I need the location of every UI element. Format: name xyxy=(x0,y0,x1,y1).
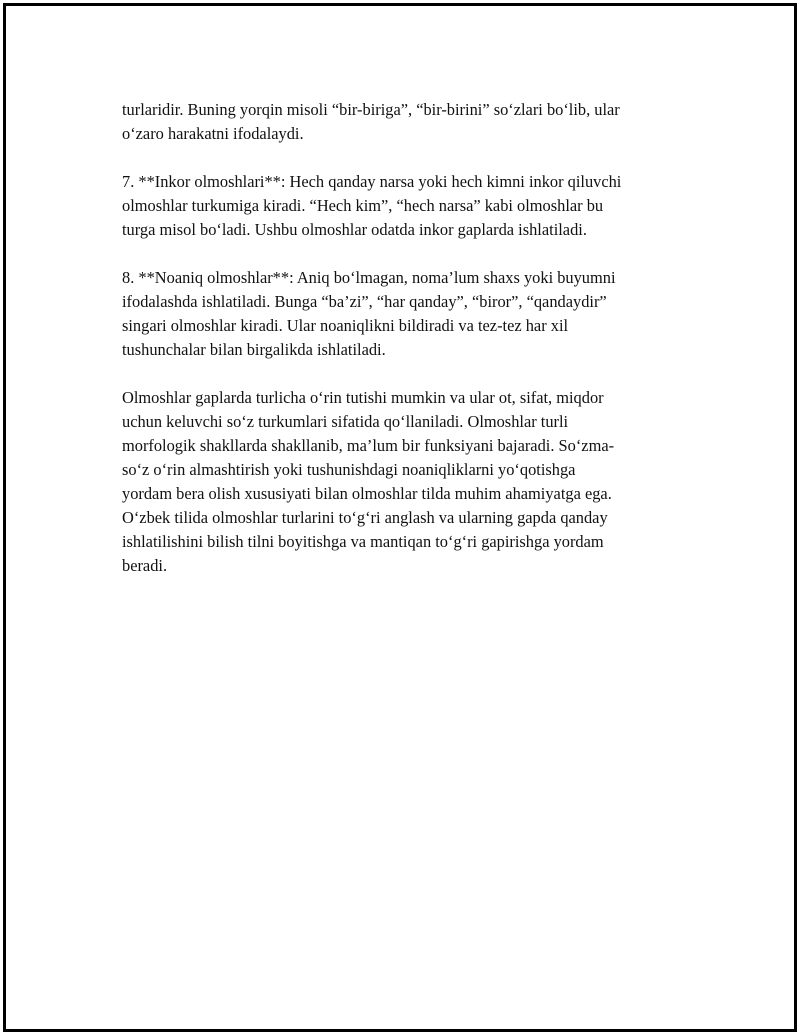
text-line: morfologik shakllarda shakllanib, ma’lum bir funksiyani bajaradi. So‘zma- xyxy=(122,436,615,455)
text-line: ifodalashda ishlatiladi. Bunga “ba’zi”, “har qanday”, “biror”, “qandaydir” xyxy=(122,292,607,311)
text-line: Olmoshlar gaplarda turlicha o‘rin tutishi mumkin va ular ot, sifat, miqdor xyxy=(122,388,604,407)
text-line: tushunchalar bilan birgalikda ishlatiladi. xyxy=(122,340,386,359)
text-line: turlaridir. Buning yorqin misoli “bir-biriga”, “bir-birini” so‘zlari bo‘lib, ular xyxy=(122,100,620,119)
text-line: 8. **Noaniq olmoshlar**: Aniq bo‘lmagan, noma’lum shaxs yoki buyumni xyxy=(122,268,616,287)
text-line: so‘z o‘rin almashtirish yoki tushunishdagi noaniqliklarni yo‘qotishga xyxy=(122,460,576,479)
document-page xyxy=(3,3,797,1032)
text-line: yordam bera olish xususiyati bilan olmoshlar tilda muhim ahamiyatga ega. xyxy=(122,484,612,503)
text-line: singari olmoshlar kiradi. Ular noaniqlikni bildiradi va tez-tez har xil xyxy=(122,316,569,335)
paragraph-reciprocal-pronouns xyxy=(122,98,700,146)
document-body xyxy=(122,98,700,602)
text-line: uchun keluvchi so‘z turkumlari sifatida qo‘llaniladi. Olmoshlar turli xyxy=(122,412,569,431)
paragraph-conclusion xyxy=(122,386,700,578)
text-line: turga misol bo‘ladi. Ushbu olmoshlar odatda inkor gaplarda ishlatiladi. xyxy=(122,220,587,239)
text-line: o‘zaro harakatni ifodalaydi. xyxy=(122,124,304,143)
paragraph-indefinite-pronouns xyxy=(122,266,700,362)
paragraph-negative-pronouns xyxy=(122,170,700,242)
text-line: beradi. xyxy=(122,556,168,575)
text-line: 7. **Inkor olmoshlari**: Hech qanday narsa yoki hech kimni inkor qiluvchi xyxy=(122,172,622,191)
text-line: ishlatilishini bilish tilni boyitishga va mantiqan to‘g‘ri gapirishga yordam xyxy=(122,532,604,551)
text-line: olmoshlar turkumiga kiradi. “Hech kim”, “hech narsa” kabi olmoshlar bu xyxy=(122,196,604,215)
text-line: O‘zbek tilida olmoshlar turlarini to‘g‘ri anglash va ularning gapda qanday xyxy=(122,508,608,527)
